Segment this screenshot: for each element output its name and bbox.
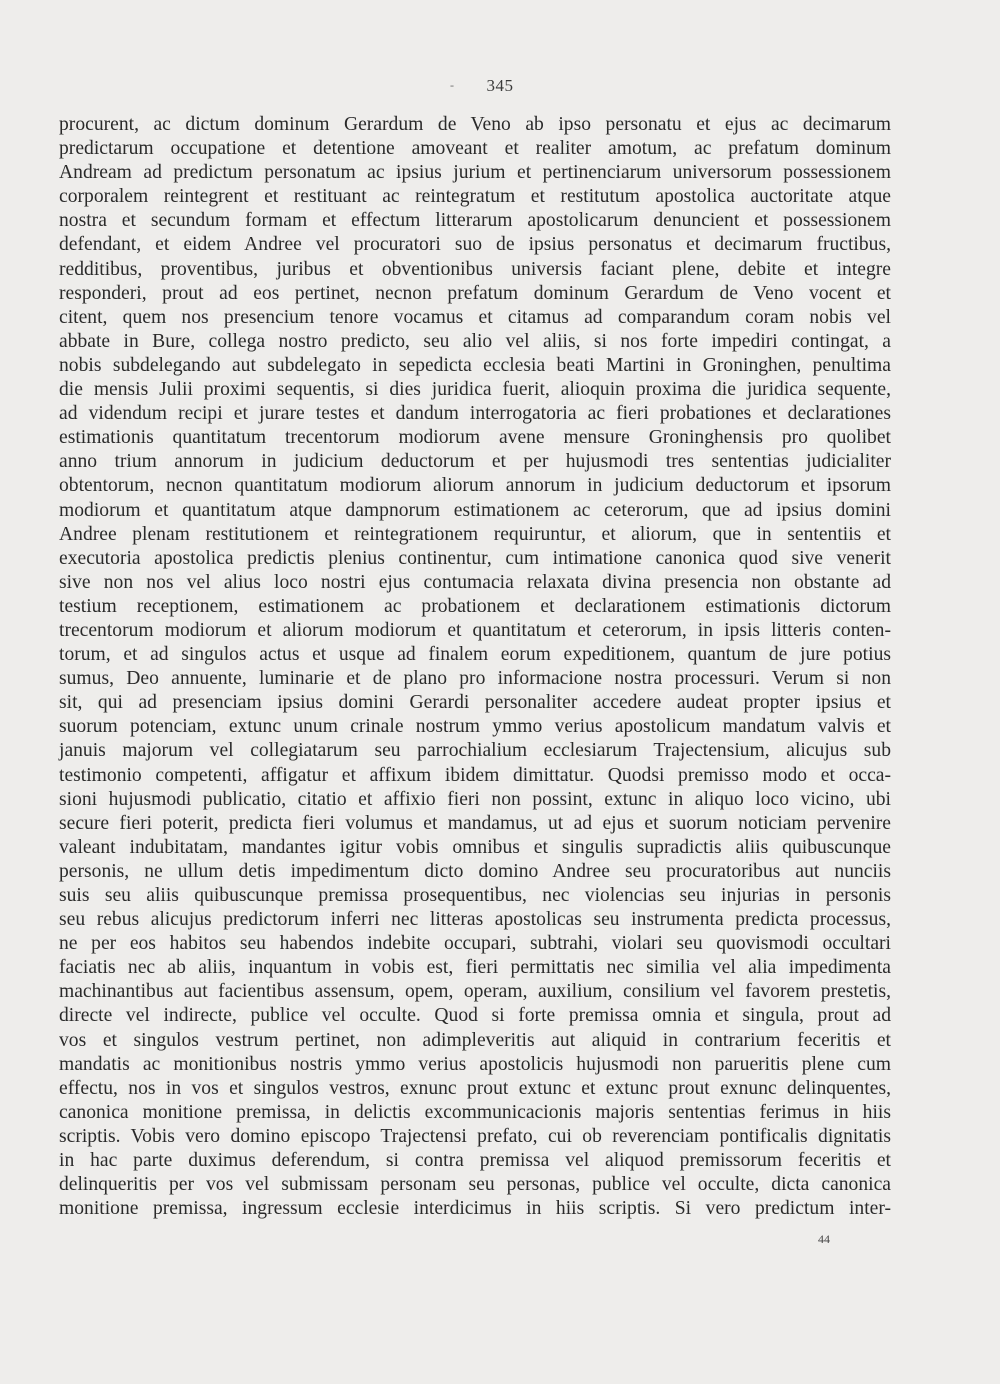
text-line: obtentorum, necnon quantitatum modiorum aliorum annorum in judicium deductorum et ipsorum (59, 475, 891, 497)
text-line: ne per eos habitos seu habendos indebite occupari, subtrahi, violari seu quovismodi occultari (59, 933, 891, 955)
text-line: vos et singulos vestrum pertinet, non adimpleveritis aut aliquid in contrarium feceritis et (59, 1029, 891, 1051)
page-number: 345 (486, 76, 514, 95)
text-line: effectu, nos in vos et singulos vestros, exnunc prout extunc et extunc prout exnunc delinquentes, (59, 1077, 891, 1099)
text-line: januis majorum vel collegiatarum seu parrochialium ecclesiarum Trajectensium, alicujus sub (59, 740, 891, 762)
text-line: Andree plenam restitutionem et reintegrationem requiruntur, et aliorum, que in sententiis et (59, 523, 891, 545)
text-line: sive non nos vel alius loco nostri ejus contumacia relaxata divina presencia non obstante ad (59, 571, 891, 593)
text-line: machinantibus aut facientibus assensum, opem, operam, auxilium, consilium vel favorem prestetis, (59, 981, 891, 1003)
text-line: suorum potenciam, extunc unum crinale nostrum ymmo verius apostolicum mandatum valvis et (59, 716, 891, 738)
text-line: monitione premissa, ingressum ecclesie interdicimus in hiis scriptis. Si vero predictum inter- (59, 1198, 891, 1220)
text-line: defendant, et eidem Andree vel procuratori suo de ipsius personatus et decimarum fructibus, (59, 234, 891, 256)
text-line: abbate in Bure, collega nostro predicto, seu alio vel aliis, si nos forte impediri contingat, a (59, 330, 891, 352)
text-line: estimationis quantitatum trecentorum modiorum avene mensure Groninghensis pro quolibet (59, 427, 891, 449)
text-line: die mensis Julii proximi sequentis, si dies juridica fuerit, alioquin proxima die juridica sequente, (59, 379, 891, 401)
text-line: delinqueritis per vos vel submissam personam seu personas, publice vel occulte, dicta canonica (59, 1174, 891, 1196)
signature-mark: 44 (818, 1232, 830, 1246)
text-line: in hac parte duximus deferendum, si contra premissa vel aliquod premissorum feceritis et (59, 1150, 891, 1172)
text-line: testimonio competenti, affigatur et affixum ibidem dimittatur. Quodsi premisso modo et occa- (59, 764, 891, 786)
text-line: seu rebus alicujus predictorum inferri nec litteras apostolicas seu instrumenta predicta processus, (59, 909, 891, 931)
text-line: scriptis. Vobis vero domino episcopo Trajectensi prefato, cui ob reverenciam pontificalis dignitatis (59, 1125, 891, 1147)
text-line: modiorum et quantitatum atque dampnorum estimationem ac ceterorum, que ad ipsius domini (59, 499, 891, 521)
text-line: directe vel indirecte, publice vel occulte. Quod si forte premissa omnia et singula, prout ad (59, 1005, 891, 1027)
text-line: trecentorum modiorum et aliorum modiorum et quantitatum et ceterorum, in ipsis litteris conten- (59, 619, 891, 641)
text-line: procurent, ac dictum dominum Gerardum de Veno ab ipso personatu et ejus ac decimarum (59, 114, 891, 135)
text-line: corporalem reintegrent et restituant ac reintegratum et restitutum apostolica auctoritate atque (59, 186, 891, 208)
text-line: secure fieri poterit, predicta fieri volumus et mandamus, ut ad ejus et suorum noticiam pervenire (59, 812, 891, 834)
text-line: sumus, Deo annuente, luminarie et de plano pro informacione nostra processuri. Verum si non (59, 668, 891, 690)
text-line: predictarum occupatione et detentione amoveant et realiter amotum, ac prefatum dominum (59, 138, 891, 160)
text-line: faciatis nec ab aliis, inquantum in vobis est, fieri permittatis nec similia vel alia impedimenta (59, 957, 891, 979)
text-line: ad videndum recipi et jurare testes et dandum interrogatoria ac fieri probationes et declarationes (59, 403, 891, 425)
text-line: nobis subdelegando aut subdelegato in sepedicta ecclesia beati Martini in Groninghen, penultima (59, 354, 891, 376)
text-line: sioni hujusmodi publicatio, citatio et affixio fieri non possint, extunc in aliquo loco vicino, ubi (59, 788, 891, 810)
text-line: valeant indubitatam, mandantes igitur vobis omnibus et singulis supradictis aliis quibuscunque (59, 836, 891, 858)
text-line: nostra et secundum formam et effectum litterarum apostolicarum denuncient et possessionem (59, 210, 891, 232)
text-line: mandatis ac monitionibus nostris ymmo verius apostolicis hujusmodi non parueritis plene cum (59, 1053, 891, 1075)
text-line: personis, ne ullum detis impedimentum dicto domino Andree seu procuratoribus aut nunciis (59, 860, 891, 882)
body-text (59, 113, 891, 1221)
text-line: canonica monitione premissa, in delictis excommunicacionis majoris sententias ferimus in hiis (59, 1101, 891, 1123)
text-line: torum, et ad singulos actus et usque ad finalem eorum expeditionem, quantum de jure potius (59, 644, 891, 666)
text-line: Andream ad predictum personatum ac ipsius jurium et pertinenciarum universorum possessionem (59, 162, 891, 184)
top-mark: - (450, 78, 454, 92)
text-line: responderi, prout ad eos pertinet, necnon prefatum dominum Gerardum de Veno vocent et (59, 282, 891, 304)
text-line: testium receptionem, estimationem ac probationem et declarationem estimationis dictorum (59, 595, 891, 617)
text-line: redditibus, proventibus, juribus et obventionibus universis faciant plene, debite et integre (59, 258, 891, 280)
text-line: anno trium annorum in judicium deductorum et per hujusmodi tres sententias judicialiter (59, 451, 891, 473)
text-line: executoria apostolica predictis plenius continentur, cum intimatione canonica quod sive venerit (59, 547, 891, 569)
text-line: suis seu aliis quibuscunque premissa prosequentibus, nec violencias seu injurias in personis (59, 885, 891, 906)
text-line: sit, qui ad presenciam ipsius domini Gerardi personaliter accedere audeat propter ipsius et (59, 692, 891, 714)
text-line: citent, quem nos presencium tenore vocamus et citamus ad comparandum coram nobis vel (59, 306, 891, 328)
